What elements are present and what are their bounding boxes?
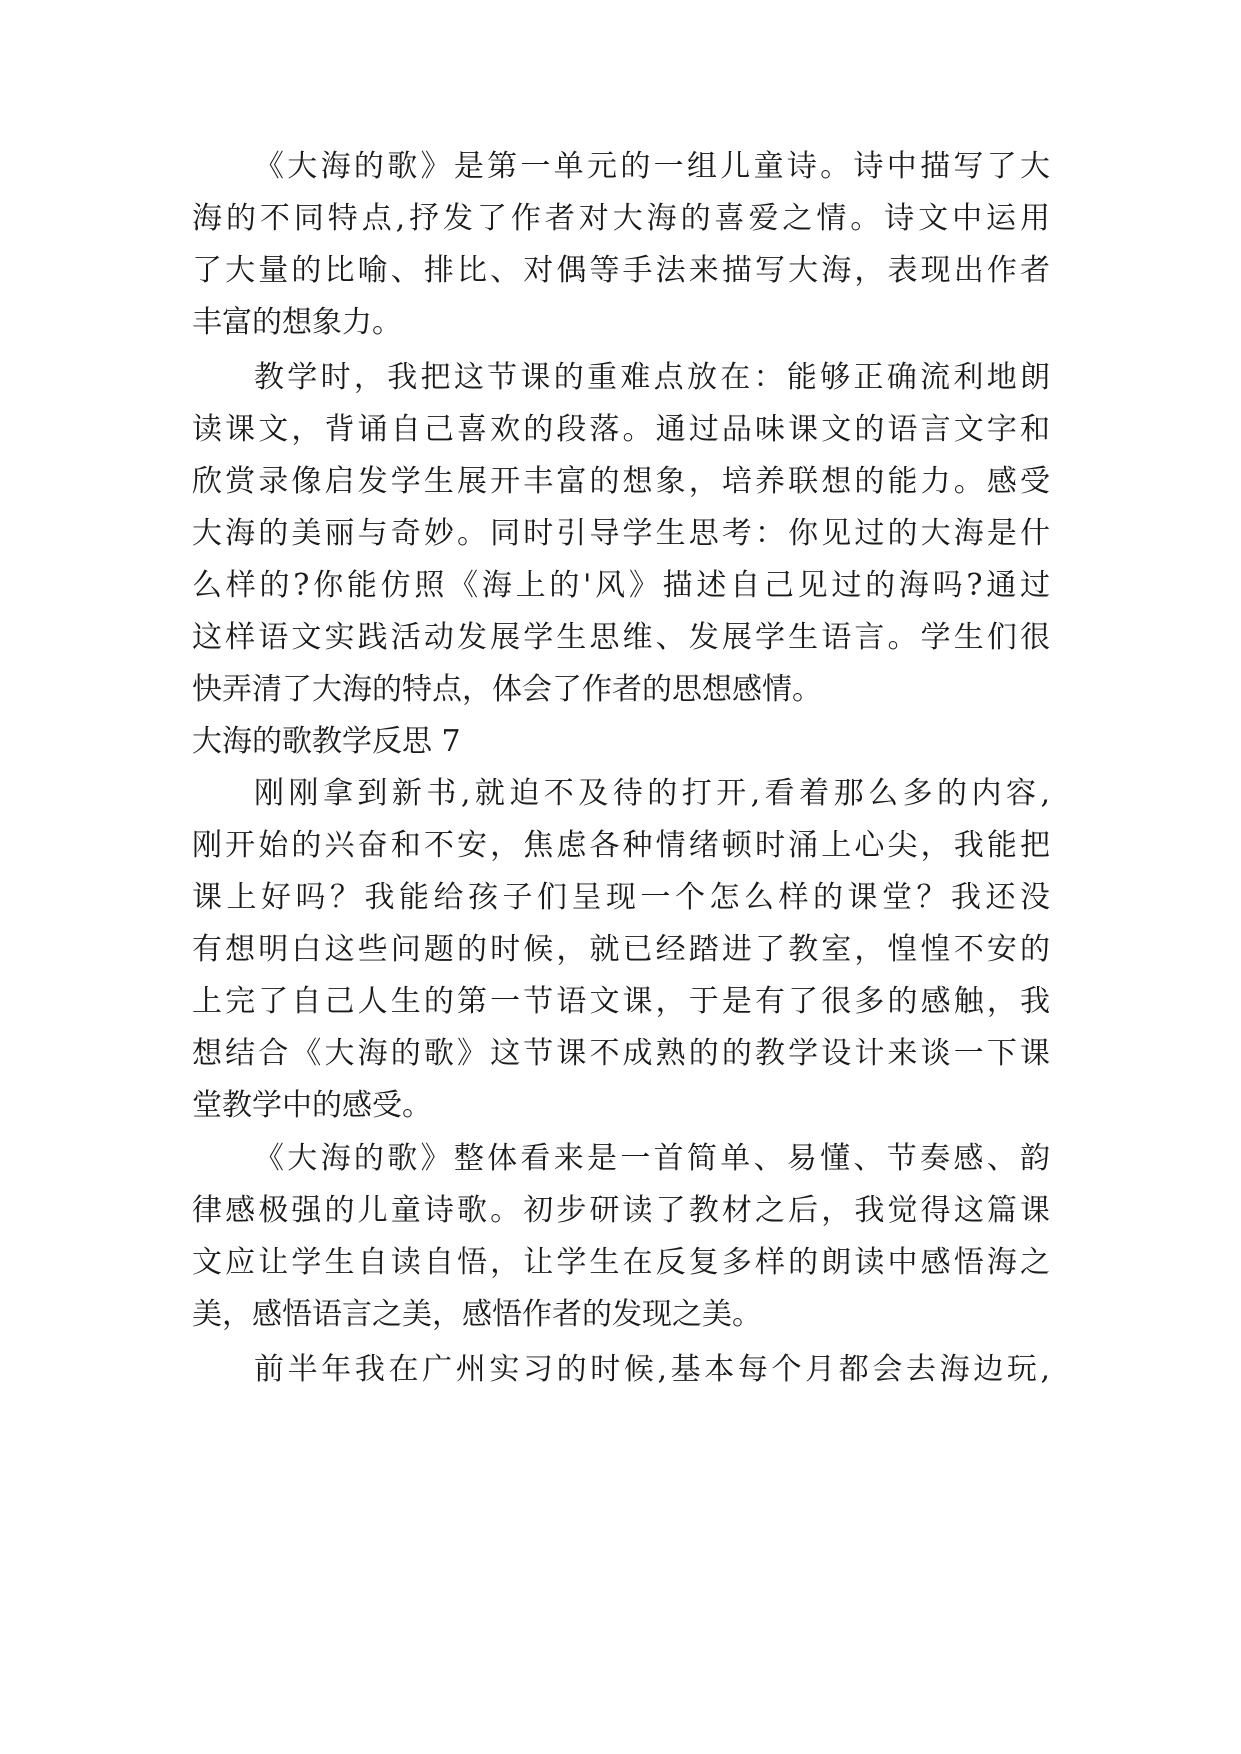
paragraph-3-line-1: 刚刚拿到新书,就迫不及待的打开,看着那么多的内容, bbox=[254, 776, 1050, 811]
paragraph-4-line-3: 文应让学生自读自悟，让学生在反复多样的朗读中感悟海之 bbox=[192, 1245, 1050, 1280]
paragraph-3-line-5: 上完了自己人生的第一节语文课，于是有了很多的感触，我 bbox=[192, 984, 1050, 1019]
paragraph-4-line-1: 《大海的歌》整体看来是一首简单、易懂、节奏感、韵 bbox=[254, 1141, 1050, 1176]
paragraph-4-line-4: 美，感悟语言之美，感悟作者的发现之美。 bbox=[192, 1297, 762, 1332]
paragraph-5-line-1: 前半年我在广州实习的时候,基本每个月都会去海边玩, bbox=[254, 1352, 1050, 1387]
paragraph-1-line-3: 了大量的比喻、排比、对偶等手法来描写大海，表现出作者 bbox=[192, 253, 1050, 288]
paragraph-3-line-7: 堂教学中的感受。 bbox=[192, 1088, 432, 1123]
paragraph-3-line-3: 课上好吗？我能给孩子们呈现一个怎么样的课堂？我还没 bbox=[192, 880, 1050, 915]
paragraph-2-line-2: 读课文，背诵自己喜欢的段落。通过品味课文的语言文字和 bbox=[192, 412, 1050, 447]
paragraph-2-line-4: 大海的美丽与奇妙。同时引导学生思考：你见过的大海是什 bbox=[192, 516, 1050, 551]
paragraph-2-line-1: 教学时，我把这节课的重难点放在：能够正确流利地朗 bbox=[254, 360, 1050, 395]
section-heading: 大海的歌教学反思 7 bbox=[192, 724, 461, 759]
paragraph-4-line-2: 律感极强的儿童诗歌。初步研读了教材之后，我觉得这篇课 bbox=[192, 1193, 1050, 1228]
paragraph-1-line-1: 《大海的歌》是第一单元的一组儿童诗。诗中描写了大 bbox=[254, 149, 1050, 184]
paragraph-3-line-4: 有想明白这些问题的时候，就已经踏进了教室，惶惶不安的 bbox=[192, 932, 1050, 967]
paragraph-2-line-7: 快弄清了大海的特点，体会了作者的思想感情。 bbox=[192, 672, 822, 707]
paragraph-1-line-2: 海的不同特点,抒发了作者对大海的喜爱之情。诗文中运用 bbox=[192, 201, 1050, 236]
paragraph-3-line-6: 想结合《大海的歌》这节课不成熟的的教学设计来谈一下课 bbox=[192, 1036, 1050, 1071]
paragraph-2-line-6: 这样语文实践活动发展学生思维、发展学生语言。学生们很 bbox=[192, 620, 1050, 655]
paragraph-2-line-5: 么样的?你能仿照《海上的'风》描述自己见过的海吗?通过 bbox=[192, 568, 1050, 603]
paragraph-3-line-2: 刚开始的兴奋和不安，焦虑各种情绪顿时涌上心尖，我能把 bbox=[192, 828, 1050, 863]
paragraph-2-line-3: 欣赏录像启发学生展开丰富的想象，培养联想的能力。感受 bbox=[192, 464, 1050, 499]
paragraph-1-line-4: 丰富的想象力。 bbox=[192, 305, 402, 340]
